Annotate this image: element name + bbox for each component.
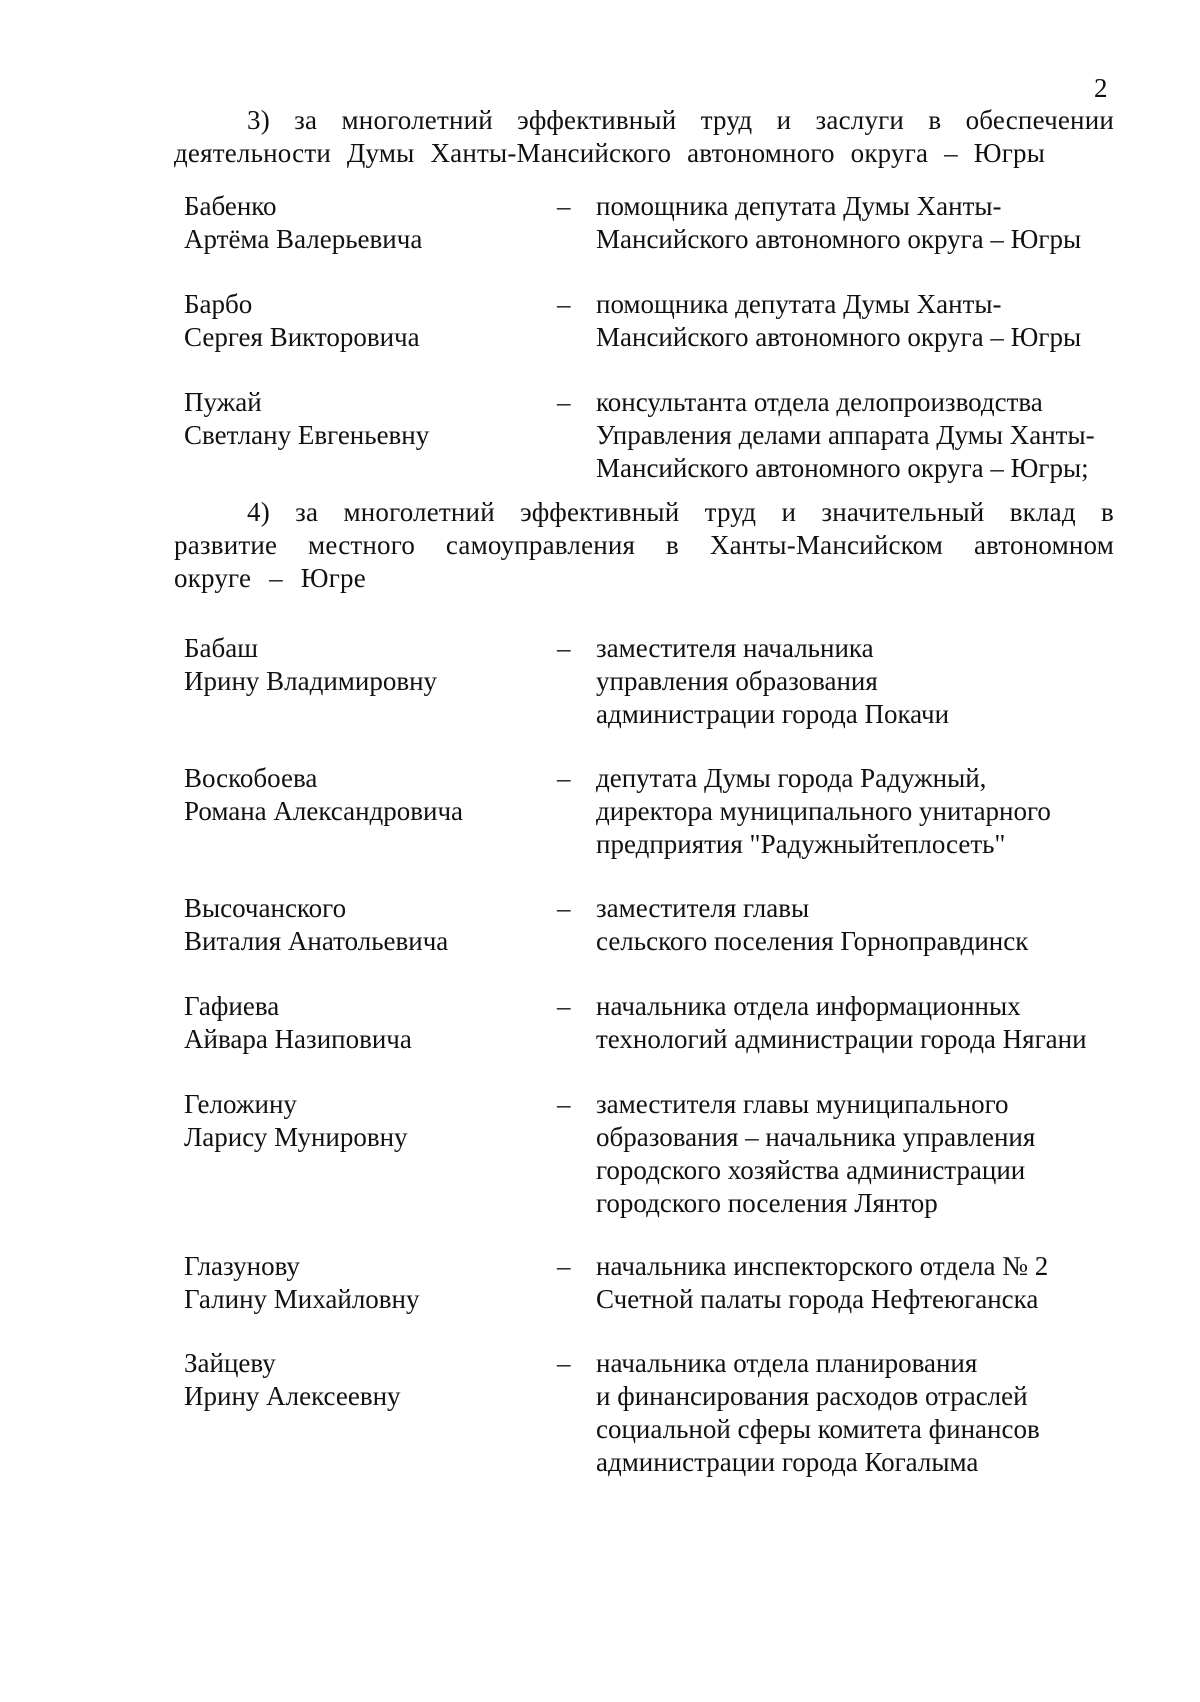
- position-line: начальника инспекторского отдела № 2: [596, 1251, 1049, 1281]
- recipient-surname: Барбо: [184, 289, 253, 319]
- recipient-given-names: Айвара Назиповича: [184, 1024, 412, 1054]
- entry-dash: –: [557, 191, 571, 221]
- position-line: консультанта отдела делопроизводства: [596, 387, 1043, 417]
- recipient-given-names: Виталия Анатольевича: [184, 926, 449, 956]
- recipient-given-names: Романа Александровича: [184, 796, 464, 826]
- entry-dash: –: [557, 991, 571, 1021]
- position-line: заместителя главы: [596, 893, 810, 923]
- position-line: администрации города Покачи: [596, 699, 950, 729]
- position-line: городского поселения Лянтор: [596, 1188, 938, 1218]
- position-line: Мансийского автономного округа – Югры;: [596, 453, 1089, 483]
- recipient-position: [596, 1347, 1116, 1479]
- recipient-name: [184, 990, 544, 1056]
- position-line: помощника депутата Думы Ханты-: [596, 289, 1002, 319]
- recipient-name: [184, 1250, 544, 1316]
- page-number: 2: [1094, 73, 1108, 103]
- recipient-name: [184, 762, 544, 828]
- entry-dash: –: [557, 387, 571, 417]
- position-line: администрации города Когалыма: [596, 1447, 979, 1477]
- entry-dash: –: [557, 893, 571, 923]
- recipient-given-names: Ирину Владимировну: [184, 666, 438, 696]
- recipient-position: [596, 1088, 1116, 1220]
- position-line: Управления делами аппарата Думы Ханты-: [596, 420, 1095, 450]
- position-line: управления образования: [596, 666, 878, 696]
- section-3-paragraph: 3) за многолетний эффективный труд и заслуги в обеспечении деятельности Думы Ханты-Мансийского автономного округа – Югры: [174, 105, 1114, 168]
- recipient-name: [184, 386, 544, 452]
- recipient-position: [596, 1250, 1116, 1316]
- recipient-given-names: Ирину Алексеевну: [184, 1381, 401, 1411]
- recipient-given-names: Светлану Евгеньевну: [184, 420, 430, 450]
- recipient-position: [596, 892, 1116, 958]
- position-line: заместителя главы муниципального: [596, 1089, 1009, 1119]
- recipient-name: [184, 190, 544, 256]
- position-line: Счетной палаты города Нефтеюганска: [596, 1284, 1039, 1314]
- recipient-name: [184, 632, 544, 698]
- recipient-position: [596, 762, 1116, 861]
- recipient-surname: Воскобоева: [184, 763, 318, 793]
- recipient-given-names: Артёма Валерьевича: [184, 224, 423, 254]
- recipient-given-names: Сергея Викторовича: [184, 322, 420, 352]
- entry-dash: –: [557, 763, 571, 793]
- entry-dash: –: [557, 1251, 571, 1281]
- position-line: начальника отдела планирования: [596, 1348, 978, 1378]
- position-line: депутата Думы города Радужный,: [596, 763, 987, 793]
- recipient-position: [596, 288, 1116, 354]
- entry-dash: –: [557, 289, 571, 319]
- recipient-given-names: Ларису Мунировну: [184, 1122, 408, 1152]
- recipient-name: [184, 892, 544, 958]
- recipient-position: [596, 632, 1116, 731]
- recipient-position: [596, 386, 1116, 485]
- recipient-surname: Геложину: [184, 1089, 297, 1119]
- recipient-position: [596, 990, 1116, 1056]
- position-line: городского хозяйства администрации: [596, 1155, 1026, 1185]
- section-4-paragraph: 4) за многолетний эффективный труд и значительный вклад в развитие местного самоуправления в Ханты-Мансийском автономном округе – Югре: [174, 497, 1114, 593]
- position-line: начальника отдела информационных: [596, 991, 1021, 1021]
- position-line: помощника депутата Думы Ханты-: [596, 191, 1002, 221]
- position-line: социальной сферы комитета финансов: [596, 1414, 1040, 1444]
- position-line: сельского поселения Горноправдинск: [596, 926, 1029, 956]
- position-line: директора муниципального унитарного: [596, 796, 1051, 826]
- recipient-surname: Бабаш: [184, 633, 258, 663]
- position-line: образования – начальника управления: [596, 1122, 1036, 1152]
- position-line: заместителя начальника: [596, 633, 874, 663]
- position-line: и финансирования расходов отраслей: [596, 1381, 1028, 1411]
- recipient-position: [596, 190, 1116, 256]
- recipient-surname: Пужай: [184, 387, 262, 417]
- entry-dash: –: [557, 633, 571, 663]
- position-line: Мансийского автономного округа – Югры: [596, 224, 1082, 254]
- recipient-name: [184, 1347, 544, 1413]
- recipient-surname: Гафиева: [184, 991, 280, 1021]
- recipient-surname: Зайцеву: [184, 1348, 276, 1378]
- recipient-name: [184, 288, 544, 354]
- recipient-surname: Глазунову: [184, 1251, 300, 1281]
- position-line: предприятия "Радужныйтеплосеть": [596, 829, 1006, 859]
- entry-dash: –: [557, 1348, 571, 1378]
- position-line: технологий администрации города Нягани: [596, 1024, 1087, 1054]
- recipient-name: [184, 1088, 544, 1154]
- position-line: Мансийского автономного округа – Югры: [596, 322, 1082, 352]
- recipient-given-names: Галину Михайловну: [184, 1284, 420, 1314]
- recipient-surname: Высочанского: [184, 893, 347, 923]
- recipient-surname: Бабенко: [184, 191, 277, 221]
- entry-dash: –: [557, 1089, 571, 1119]
